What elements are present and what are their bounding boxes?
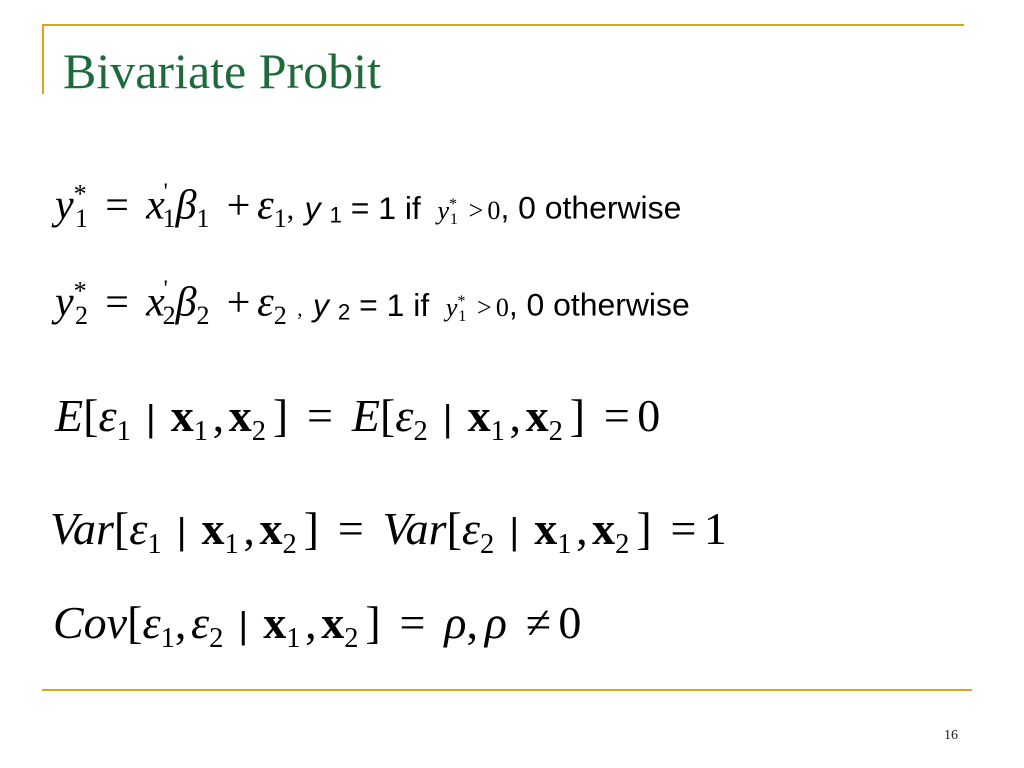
comma: , (297, 296, 303, 321)
subscript: 2 (74, 300, 88, 330)
comma: , (243, 503, 255, 554)
right-bracket: ] (303, 503, 319, 554)
equals-sign: = (670, 503, 697, 554)
bold-x: x (170, 390, 194, 441)
ineq-var-y: y (437, 195, 450, 225)
subscript: 2 (251, 416, 266, 448)
star-superscript: * (73, 276, 87, 306)
ineq-var-y: y (445, 292, 458, 322)
bold-x: x (228, 390, 252, 441)
one: 1 (703, 503, 727, 554)
subscript: 2 (615, 529, 630, 561)
subscript: 1 (286, 623, 301, 655)
inline-inequality (445, 292, 509, 325)
inline-inequality (437, 195, 501, 228)
condition-text: = 1 if (350, 189, 421, 226)
condition-text: = 1 if (359, 286, 430, 323)
comma: , (576, 503, 588, 554)
top-border-rule (42, 24, 964, 26)
epsilon-symbol: ε (257, 279, 274, 326)
greater-than-sign: > (468, 195, 484, 225)
not-equal-sign: ≠ (525, 597, 552, 648)
otherwise-text: , 0 otherwise (508, 286, 690, 323)
subscript: 2 (344, 623, 359, 655)
text-var-y: y (313, 286, 329, 323)
ineq-star: * (449, 195, 458, 213)
epsilon-symbol: ε (129, 503, 148, 554)
right-bracket: ] (272, 390, 289, 441)
var-y: y (55, 182, 74, 229)
variance-operator: Var (382, 503, 447, 554)
conditional-bar: | (509, 511, 520, 552)
ineq-subscript: 1 (458, 307, 467, 325)
expectation-operator: E (55, 390, 84, 441)
left-bracket: [ (446, 503, 462, 554)
left-bracket: [ (379, 390, 396, 441)
subscript: 1 (273, 203, 287, 233)
subscript: 2 (413, 416, 428, 448)
var-x: x (146, 279, 165, 326)
rho-symbol: ρ (444, 597, 467, 648)
otherwise-text: , 0 otherwise (500, 189, 682, 226)
right-bracket: ] (569, 390, 586, 441)
zero: 0 (558, 597, 582, 648)
bold-x: x (259, 503, 283, 554)
bold-x: x (534, 503, 558, 554)
equation-latent-y1 (55, 180, 681, 232)
subscript: 2 (162, 300, 176, 330)
zero: 0 (637, 390, 661, 441)
comma: , (286, 193, 295, 226)
subscript: 2 (196, 300, 210, 330)
subscript: 1 (490, 416, 505, 448)
covariance-operator: Cov (53, 597, 128, 648)
comma: , (174, 597, 187, 648)
ineq-zero: 0 (495, 292, 509, 322)
bold-x: x (467, 390, 491, 441)
prime-mark: ' (163, 275, 168, 301)
bold-x: x (263, 597, 287, 648)
right-bracket: ] (636, 503, 652, 554)
subscript: 1 (224, 529, 239, 561)
subscript: 2 (480, 529, 495, 561)
equation-expectation (55, 390, 661, 448)
bottom-border-rule (42, 689, 972, 691)
left-bracket: [ (127, 597, 143, 648)
greater-than-sign: > (476, 292, 492, 322)
epsilon-symbol: ε (190, 597, 210, 648)
epsilon-symbol: ε (257, 182, 274, 229)
comma: , (212, 390, 225, 441)
star-superscript: * (73, 179, 87, 209)
subscript: 2 (282, 529, 297, 561)
equation-latent-y2 (55, 277, 690, 329)
text-subscript: 1 (329, 201, 342, 227)
rho-symbol: ρ (484, 597, 507, 648)
equals-sign: = (307, 390, 333, 441)
ineq-subscript: 1 (449, 210, 458, 228)
expectation-operator: E (351, 390, 380, 441)
epsilon-symbol: ε (98, 390, 117, 441)
equals-sign: = (105, 182, 129, 229)
epsilon-symbol: ε (142, 597, 161, 648)
subscript: 1 (147, 529, 162, 561)
plus-sign: + (226, 182, 251, 229)
comma: , (466, 597, 478, 648)
bold-x: x (592, 503, 616, 554)
equation-variance (50, 503, 727, 561)
subscript: 1 (160, 623, 175, 655)
var-y: y (55, 279, 74, 326)
comma: , (509, 390, 521, 441)
equals-sign: = (399, 597, 426, 648)
ineq-star: * (457, 292, 466, 310)
text-subscript: 2 (337, 298, 351, 324)
page-number: 16 (944, 728, 958, 743)
subscript: 1 (74, 203, 88, 233)
indicator-text-2 (313, 287, 438, 323)
subscript: 1 (116, 416, 131, 448)
conditional-bar: | (146, 398, 156, 439)
conditional-bar: | (238, 605, 249, 646)
epsilon-symbol: ε (395, 390, 414, 441)
comma: , (305, 597, 317, 648)
variance-operator: Var (50, 503, 114, 554)
equals-sign: = (337, 503, 364, 554)
bold-x: x (525, 390, 549, 441)
conditional-bar: | (176, 511, 187, 552)
epsilon-symbol: ε (461, 503, 481, 554)
subscript: 2 (209, 623, 224, 655)
beta-symbol: β (175, 279, 197, 326)
prime-mark: ' (163, 178, 168, 204)
subscript: 2 (548, 416, 563, 448)
conditional-bar: | (442, 398, 453, 439)
bold-x: x (201, 503, 225, 554)
ineq-zero: 0 (487, 195, 501, 225)
left-bracket: [ (113, 503, 130, 554)
beta-symbol: β (175, 182, 197, 229)
right-bracket: ] (365, 597, 381, 648)
subscript: 2 (273, 300, 287, 330)
left-bracket: [ (83, 390, 99, 441)
left-border-rule (42, 24, 44, 94)
subscript: 1 (193, 416, 209, 448)
subscript: 1 (557, 529, 572, 561)
subscript: 1 (162, 203, 176, 233)
equals-sign: = (603, 390, 630, 441)
bold-x: x (321, 597, 345, 648)
equals-sign: = (105, 279, 129, 326)
var-x: x (146, 182, 165, 229)
slide-title: Bivariate Probit (63, 43, 381, 99)
indicator-text-1 (305, 190, 430, 226)
text-var-y: y (304, 189, 321, 226)
equation-covariance (53, 597, 582, 655)
subscript: 1 (196, 203, 210, 233)
plus-sign: + (226, 279, 251, 326)
